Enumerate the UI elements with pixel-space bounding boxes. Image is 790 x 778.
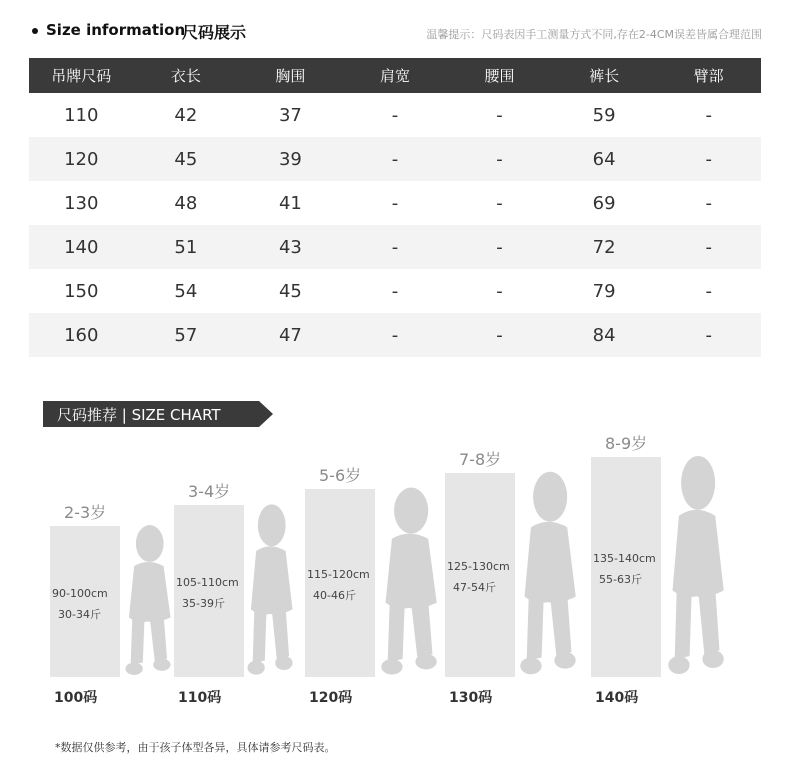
table-cell: 150	[64, 280, 99, 302]
disclaimer-note: *数据仅供参考，由于孩子体型各异，具体请参考尺码表。	[55, 741, 336, 754]
table-cell: -	[391, 104, 399, 126]
table-cell: -	[705, 192, 712, 214]
table-cell: -	[656, 137, 761, 181]
table-cell: -	[496, 280, 503, 302]
age-label: 3-4岁	[188, 482, 231, 501]
column-header: 衣长	[134, 58, 239, 93]
table-cell: 48	[174, 192, 198, 214]
height-range-label: 115-120cm	[307, 568, 370, 581]
column-header: 裤长	[552, 58, 657, 93]
table-cell: 41	[278, 192, 302, 214]
table-cell: 130	[64, 192, 99, 214]
table-cell: 59	[592, 104, 616, 126]
table-cell: 39	[238, 137, 343, 181]
weight-range-label: 30-34斤	[58, 607, 101, 621]
table-cell: 47	[238, 313, 343, 357]
age-label: 7-8岁	[459, 450, 502, 469]
table-cell: -	[496, 192, 503, 214]
weight-range-label: 40-46斤	[313, 589, 356, 602]
column-header: 臂部	[656, 58, 761, 93]
height-range-label: 125-130cm	[447, 560, 510, 573]
table-cell: -	[391, 280, 399, 302]
table-cell: 51	[134, 225, 239, 269]
age-label: 8-9岁	[605, 434, 648, 453]
table-cell: 45	[278, 280, 302, 302]
column-header: 吊牌尺码	[29, 58, 134, 93]
measurement-tip: 温馨提示：尺码表因手工测量方式不同,存在2-4CM误差皆属合理范围	[426, 28, 762, 41]
age-label: 5-6岁	[319, 466, 362, 485]
table-cell: 37	[278, 104, 302, 126]
chart-bar	[305, 489, 375, 677]
title-english: Size information	[46, 21, 186, 39]
table-cell: -	[656, 225, 761, 269]
weight-range-label: 47-54斤	[453, 581, 496, 594]
table-cell: -	[447, 313, 552, 357]
height-range-label: 135-140cm	[593, 552, 656, 565]
table-cell: 45	[134, 137, 239, 181]
table-cell: 43	[238, 225, 343, 269]
table-cell: -	[496, 104, 503, 126]
size-code-label: 140码	[595, 690, 639, 706]
child-silhouette	[664, 453, 728, 681]
age-label: 2-3岁	[64, 503, 107, 522]
banner-title: 尺码推荐 | SIZE CHART	[57, 406, 221, 424]
child-silhouette	[377, 485, 441, 681]
size-code-label: 100码	[54, 690, 98, 706]
table-cell: -	[705, 104, 712, 126]
table-cell: 72	[552, 225, 657, 269]
table-cell: 140	[29, 225, 134, 269]
chart-bar	[174, 505, 244, 677]
table-cell: 69	[592, 192, 616, 214]
child-silhouette	[516, 469, 580, 681]
weight-range-label: 35-39斤	[182, 597, 225, 610]
size-code-label: 110码	[178, 690, 222, 706]
weight-range-label: 55-63斤	[599, 573, 642, 586]
table-cell: 110	[64, 104, 99, 126]
table-cell: 79	[592, 280, 616, 302]
chart-bar	[50, 526, 120, 677]
chart-bar	[445, 473, 515, 677]
table-cell: 64	[552, 137, 657, 181]
table-cell: -	[447, 225, 552, 269]
table-cell: -	[391, 192, 399, 214]
table-cell: 42	[174, 104, 198, 126]
table-cell: -	[343, 313, 448, 357]
child-silhouette	[122, 523, 174, 681]
table-cell: -	[447, 137, 552, 181]
table-cell: -	[343, 137, 448, 181]
column-header: 胸围	[238, 58, 343, 93]
table-cell: 57	[134, 313, 239, 357]
table-cell: 160	[29, 313, 134, 357]
table-cell: -	[343, 225, 448, 269]
table-cell: -	[656, 313, 761, 357]
child-silhouette	[244, 502, 296, 681]
table-cell: 120	[29, 137, 134, 181]
height-range-label: 90-100cm	[52, 586, 108, 600]
table-cell: 84	[552, 313, 657, 357]
table-cell: -	[705, 280, 712, 302]
column-header: 肩宽	[343, 58, 448, 93]
title-chinese: 尺码展示	[182, 23, 247, 42]
size-code-label: 130码	[449, 690, 493, 706]
table-cell: 54	[174, 280, 198, 302]
size-code-label: 120码	[309, 690, 353, 706]
height-range-label: 105-110cm	[176, 576, 239, 589]
column-header: 腰围	[447, 58, 552, 93]
chart-bar	[591, 457, 661, 677]
